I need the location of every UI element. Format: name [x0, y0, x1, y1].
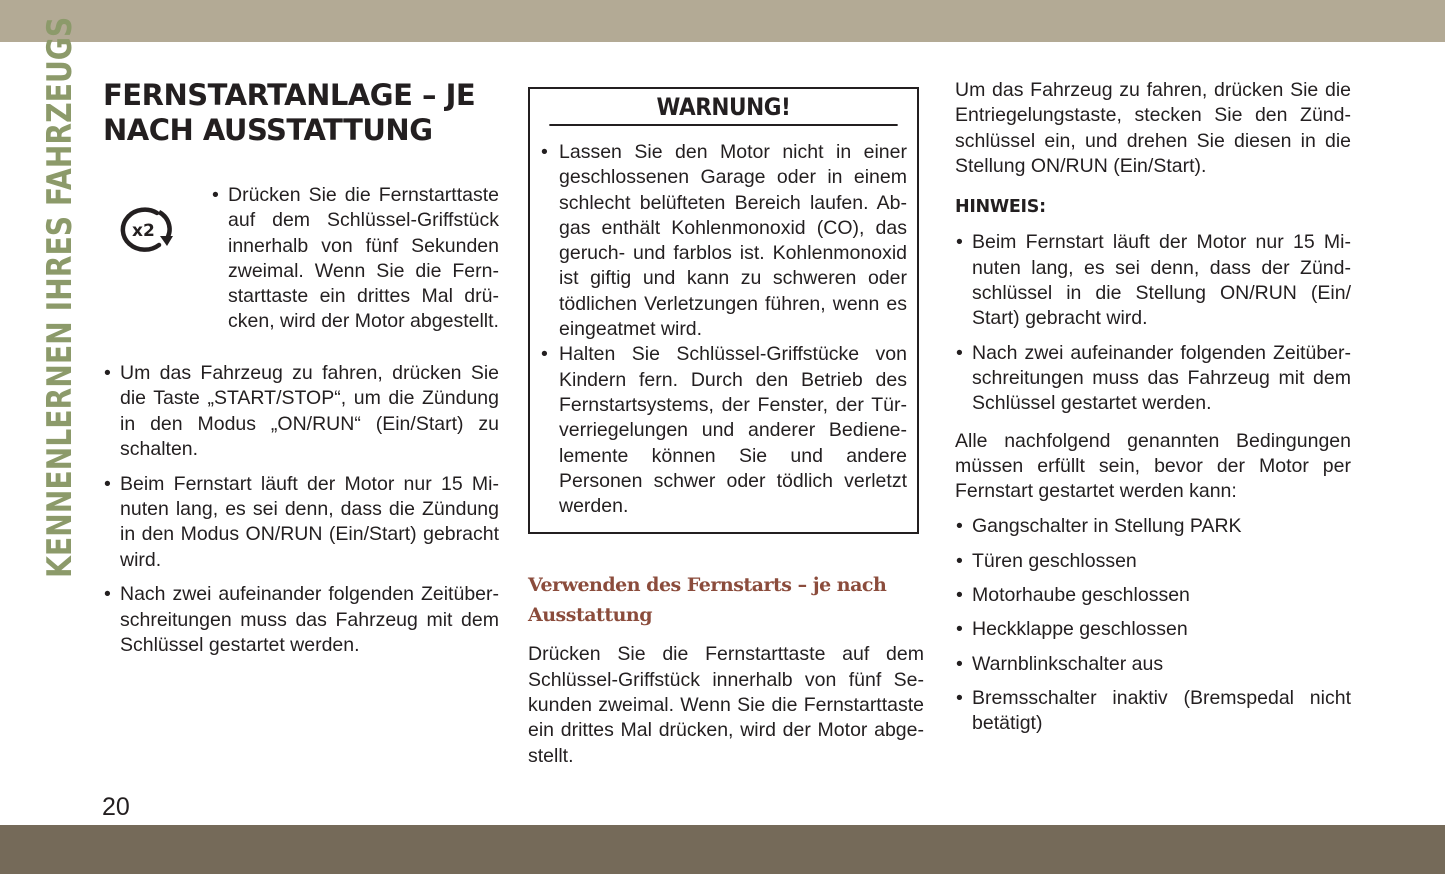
- remote-start-x2-icon: [119, 203, 175, 255]
- icon-bullet-list: [211, 183, 499, 344]
- warning-title: WARNUNG!: [549, 89, 897, 126]
- list-item: • Bremsschalter inaktiv (Bremspedal nicht betätigt): [956, 686, 1351, 735]
- list-item: • Warnblinkschalter aus: [956, 652, 1164, 675]
- intro-paragraph: Um das Fahrzeug zu fahren, drücken Sie die Entriegelungstaste, stecken Sie den Zündschlüssel ein, und drehen Sie diesen in die Stellung ON/RUN (Ein/Start).: [955, 79, 1351, 177]
- note-label: HINWEIS:: [955, 197, 1046, 218]
- column-right: [955, 78, 1351, 746]
- column-left: [103, 78, 499, 668]
- page-title-line-2: NACH AUSSTATTUNG: [103, 113, 433, 147]
- list-item: • Halten Sie Schlüssel-Griffstücke von Kindern fern. Durch den Betrieb des Fernstartsystems, der Fenster, der Türverriegelungen und anderer Bedienelemente können Sie und andere Personen schwer oder tödlich verletzt werden.: [541, 343, 907, 518]
- section-tab-title: KENNENLERNEN IHRES FAHRZEUGS: [40, 16, 80, 579]
- conditions-list: [955, 514, 1351, 736]
- list-item: • Um das Fahrzeug zu fahren, drücken Sie die Taste „START/STOP“, um die Zündung in den Modus „ON/RUN“ (Ein/Start) zu schalten.: [104, 362, 499, 460]
- list-item: • Drücken Sie die Fernstarttaste auf dem Schlüssel-Griffstück innerhalb von fünf Sekunden zweimal. Wenn Sie die Fernstarttaste ein drittes Mal drücken, wird der Motor abgestellt.: [212, 184, 499, 333]
- top-band: [0, 0, 1445, 42]
- list-item: • Nach zwei aufeinander folgenden Zeitüberschreitungen muss das Fahrzeug mit dem Schlüssel gestartet werden.: [104, 583, 499, 656]
- list-item: • Nach zwei aufeinander folgenden Zeitüberschreitungen muss das Fahrzeug mit dem Schlüssel gestartet werden.: [956, 341, 1351, 415]
- bullet-list: [103, 361, 499, 658]
- instruction-paragraph: Drücken Sie die Fernstarttaste auf dem Schlüssel-Griffstück innerhalb von fünf Sekunden zweimal. Wenn Sie die Fernstarttaste ein drittes Mal drücken, wird der Motor abgestellt.: [528, 643, 924, 767]
- note-list: [955, 230, 1351, 416]
- page-title: [103, 78, 499, 148]
- warning-list: [530, 126, 917, 532]
- list-item: • Beim Fernstart läuft der Motor nur 15 Minuten lang, es sei denn, dass der Zündschlüssel in die Stellung ON/RUN (Ein/ Start) gebracht wird.: [956, 231, 1351, 330]
- list-item: • Lassen Sie den Motor nicht in einer geschlossenen Garage oder in einem schlecht belüfteten Bereich laufen. Abgas enthält Kohlenmonoxid (CO), das geruch- und farblos ist. Kohlenmonoxid ist giftig und kann zu schweren oder tödlichen Verletzungen führen, wenn es eingeatmet wird.: [541, 141, 907, 341]
- column-middle: [528, 78, 924, 769]
- bottom-band: [0, 825, 1445, 874]
- list-item: • Motorhaube geschlossen: [956, 584, 1190, 607]
- icon-instruction: [103, 183, 499, 361]
- page-number: 20: [102, 793, 130, 821]
- svg-text:x2: x2: [132, 221, 155, 241]
- list-item: • Türen geschlossen: [956, 549, 1137, 572]
- list-item: • Heckklappe geschlossen: [956, 618, 1188, 641]
- list-item: • Gangschalter in Stellung PARK: [956, 515, 1242, 538]
- page-title-line-1: FERNSTARTANLAGE – JE: [103, 78, 476, 112]
- section-subheading: Verwenden des Fernstarts – je nach Ausstattung: [528, 574, 887, 627]
- list-item: • Beim Fernstart läuft der Motor nur 15 Minuten lang, es sei denn, dass die Zündung in den Modus ON/RUN (Ein/Start) gebracht wird.: [104, 472, 499, 571]
- conditions-paragraph: Alle nachfolgend genannten Bedingungen müssen erfüllt sein, bevor der Motor per Fernstart gestartet werden kann:: [955, 429, 1351, 503]
- warning-box: [528, 87, 919, 534]
